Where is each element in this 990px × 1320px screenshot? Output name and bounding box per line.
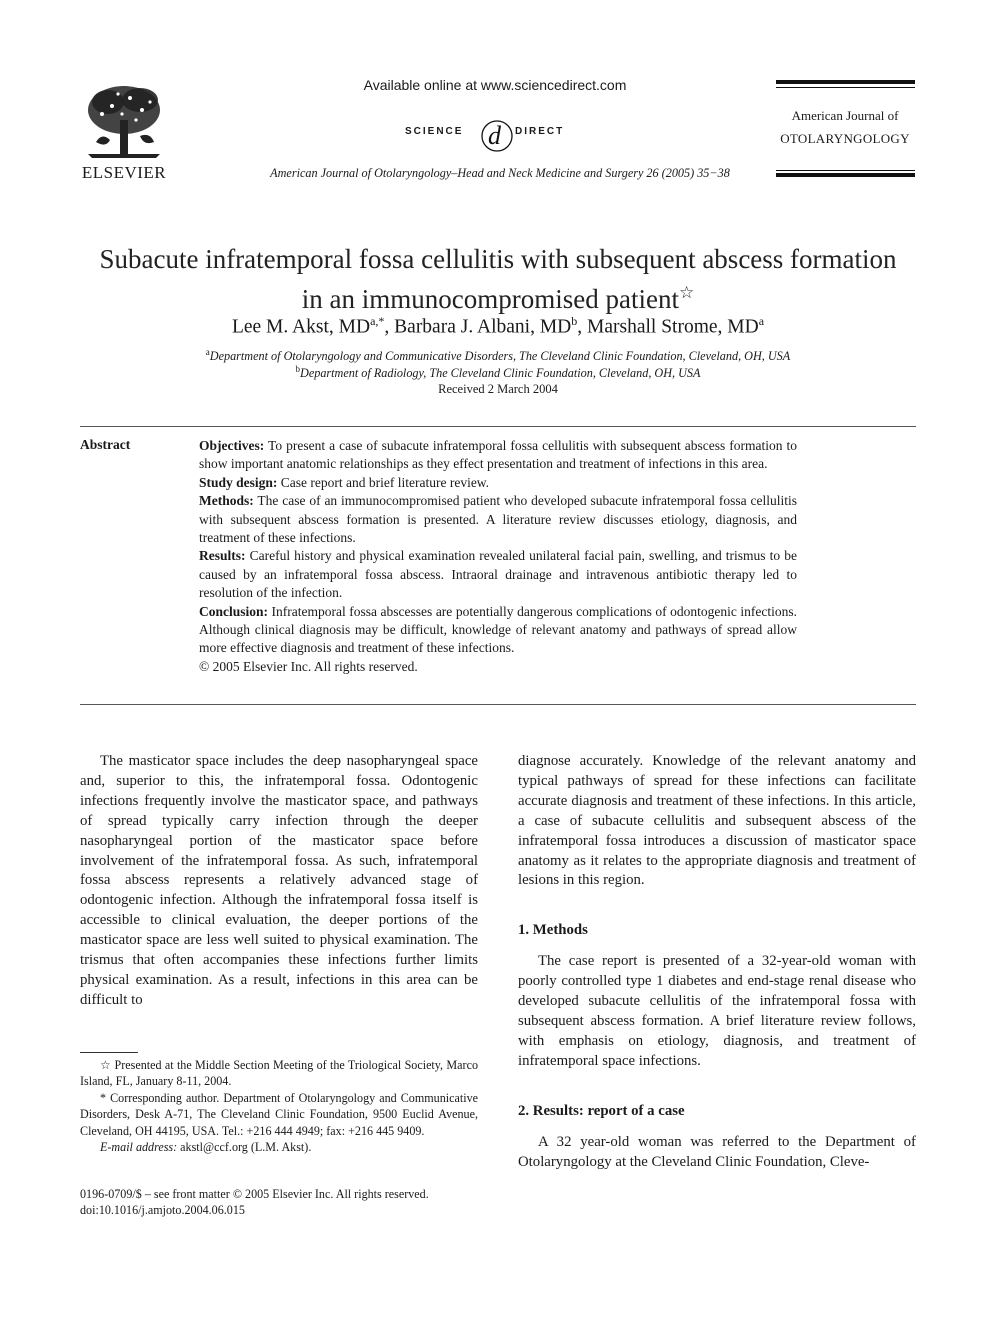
abstract-objectives [199, 437, 797, 474]
article-title [70, 242, 926, 316]
body-column-left [80, 752, 478, 1011]
journal-name-line2: OTOLARYNGOLOGY [780, 131, 910, 146]
front-matter-copyright: 0196-0709/$ – see front matter © 2005 Elsevier Inc. All rights reserved. [80, 1187, 429, 1201]
journal-rule-thick-top [776, 80, 915, 84]
abstract-label: Abstract [80, 437, 131, 452]
affiliation-mark: a [205, 347, 210, 357]
elsevier-wordmark: ELSEVIER [81, 163, 167, 182]
sciencedirect-left-text: SCIENCE [405, 126, 464, 137]
author-name: Lee M. Akst, MD [231, 316, 371, 338]
abstract-heading: Objectives: [199, 438, 265, 453]
sciencedirect-d-glyph: d [488, 121, 501, 150]
section-heading-methods: 1. Methods [518, 922, 588, 939]
intro-paragraph-continued: diagnose accurately. Knowledge of the relevant anatomy and typical pathways of spread for these infections can facilitate accurate diagnosis and treatment of these infections. In this article, a case of subacute cellulitis and subsequent abscess of the infratemporal fossa introduces a discussion of masticator space anatomy as it relates to the appropriate diagnosis and treatment of lesions in this region. [518, 753, 916, 889]
abstract-text: The case of an immunocompromised patient who developed subacute infratemporal fossa cellulitis with subsequent abscess formation is presented. A literature review discusses etiology, diagnosis, and treatment of these infections. [199, 493, 797, 546]
author-separator: , [384, 316, 395, 338]
doi-link[interactable]: doi:10.1016/j.amjoto.2004.06.015 [80, 1203, 245, 1218]
affiliation-text: Department of Otolaryngology and Communicative Disorders, The Cleveland Clinic Foundation, Cleveland, OH, USA [209, 349, 791, 364]
title-line-2 [70, 276, 926, 316]
title-footnote-mark[interactable]: ☆ [678, 283, 695, 302]
author-list [100, 314, 896, 339]
received-date: Received 2 March 2004 [438, 382, 558, 396]
abstract-methods [199, 492, 797, 547]
affiliation-text: Department of Radiology, The Cleveland Clinic Foundation, Cleveland, OH, USA [300, 366, 701, 381]
abstract-copyright: © 2005 Elsevier Inc. All rights reserved. [199, 658, 418, 674]
title-line-1: Subacute infratemporal fossa cellulitis with subsequent abscess formation [99, 244, 897, 274]
journal-citation: American Journal of Otolaryngology–Head and Neck Medicine and Surgery 26 (2005) 35−38 [270, 166, 730, 180]
email-link[interactable]: akstl@ccf.org (L.M. Akst). [177, 1140, 312, 1155]
results-paragraph: A 32 year-old woman was referred to the Department of Otolaryngology at the Cleveland Clinic Foundation, Cleve- [518, 1133, 916, 1170]
abstract-heading: Results: [199, 548, 246, 564]
body-column-right [518, 752, 916, 1172]
footnote-email [80, 1139, 478, 1155]
journal-name-line1: American Journal of [791, 108, 899, 123]
author-separator: , [577, 316, 587, 338]
author-name: Marshall Strome, MD [587, 316, 759, 338]
title-line-2-text: in an immunocompromised patient [301, 284, 679, 314]
footnote-corresponding-author: * Corresponding author. Department of Otolaryngology and Communicative Disorders, Desk A-71, The Cleveland Clinic Foundation, 9500 Euclid Avenue, Cleveland, OH 44195, USA. Tel.: +216 444 4949; fax: +216 445 9409. [80, 1090, 478, 1138]
abstract-heading: Conclusion: [199, 603, 269, 619]
abstract-divider-top [80, 426, 916, 427]
abstract-text: Careful history and physical examination revealed unilateral facial pain, swelling, and trismus to be caused by an infratemporal fossa abscess. Intraoral drainage and intravenous antibiotic therapy led to resolution of the infection. [199, 548, 797, 601]
email-label: E-mail address: [100, 1140, 178, 1155]
journal-rule-thin-bottom [776, 170, 915, 171]
abstract-text: Infratemporal fossa abscesses are potentially dangerous complications of odontogenic infections. Although clinical diagnosis may be difficult, knowledge of relevant anatomy and pathways of spread allow more effective diagnosis and treatment of these infections. [199, 603, 797, 656]
footnotes [80, 1057, 478, 1155]
author-name: Barbara J. Albani, MD [394, 316, 572, 338]
affiliation-b [90, 364, 906, 381]
abstract-body [199, 437, 797, 676]
footnote-presented: ☆ Presented at the Middle Section Meeting of the Triological Society, Marco Island, FL, January 8-11, 2004. [80, 1058, 478, 1089]
abstract-divider-bottom [80, 704, 916, 705]
footnote-divider [80, 1052, 138, 1053]
abstract-text: To present a case of subacute infratemporal fossa cellulitis with subsequent abscess formation to show important anatomic relationships as they effect presentation and treatment of infections in this area. [199, 438, 797, 472]
author-affiliation-mark[interactable]: b [571, 314, 578, 328]
abstract-results [199, 547, 797, 602]
abstract-heading: Methods: [199, 493, 254, 509]
author-affiliation-mark[interactable]: a [758, 314, 765, 328]
journal-rule-thin-top [776, 87, 915, 88]
intro-paragraph: The masticator space includes the deep nasopharyngeal space and, superior to this, the infratemporal fossa. Odontogenic infections frequently involve the masticator space, and pathways of spread typically carry infection through the deeper nasopharyngeal portion of the masticator space before involvement of the infratemporal fossa. As such, infratemporal fossa abscess represents a relatively advanced stage of odontogenic infection. Although the infratemporal fossa itself is accessible to clinical evaluation, the deeper portions of the masticator space are less well suited to physical examination. The trismus that often accompanies these infections further limits physical examination. As a result, infections in this area can be difficult to [80, 753, 478, 1008]
abstract-study-design [199, 474, 797, 492]
sciencedirect-logo[interactable] [405, 112, 595, 156]
front-matter [80, 1186, 500, 1219]
sciencedirect-right-text: DIRECT [515, 126, 565, 137]
affiliation-a [90, 347, 906, 364]
section-heading-results: 2. Results: report of a case [518, 1102, 685, 1119]
abstract-heading: Study design: [199, 474, 278, 490]
journal-rule-thick-bottom [776, 173, 915, 177]
author-affiliation-mark[interactable]: a,* [370, 314, 385, 328]
affiliation-mark: b [295, 364, 301, 374]
available-online-link[interactable]: Available online at www.sciencedirect.com [363, 77, 627, 93]
sciencedirect-d-icon [477, 112, 517, 156]
abstract-conclusion [199, 603, 797, 658]
methods-paragraph: The case report is presented of a 32-year-old woman with poorly controlled type 1 diabetes and end-stage renal disease who developed subacute cellulitis of the infratemporal fossa with subsequent abscess formation. A brief literature review follows, with emphasis on etiology, diagnosis, and treatment of infratemporal space infections. [518, 953, 916, 1069]
abstract-text: Case report and brief literature review. [277, 474, 490, 490]
